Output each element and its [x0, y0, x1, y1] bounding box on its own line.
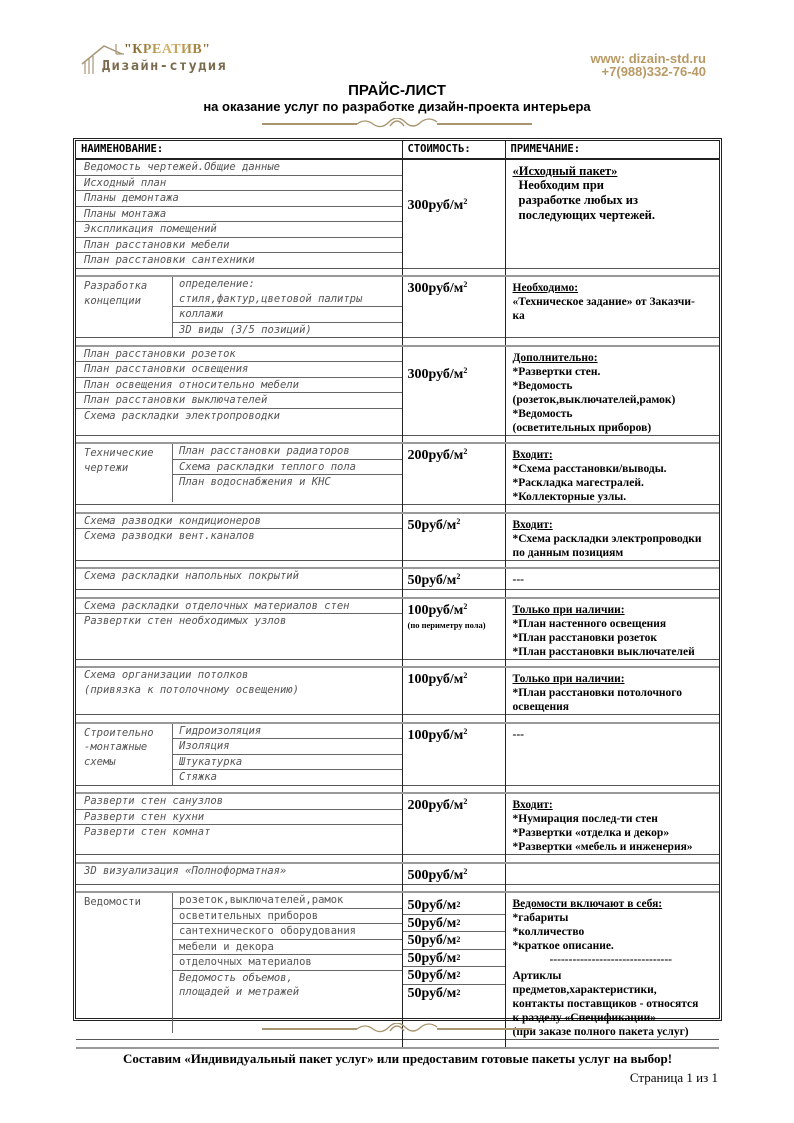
service-item: Разверти стен санузлов — [76, 794, 402, 810]
separator-cell — [505, 855, 719, 863]
service-item: Схема раскладки напольных покрытий — [84, 570, 299, 582]
service-item: отделочных материалов — [173, 955, 402, 971]
note-line: *Нумирация послед-ти стен — [512, 813, 658, 825]
separator-cell — [402, 505, 505, 513]
note-line: Необходим при — [518, 178, 604, 192]
price-value — [408, 798, 505, 814]
table-row — [76, 346, 719, 436]
table-row — [76, 667, 719, 715]
price-note: (по периметру пола) — [407, 619, 486, 630]
separator-cell — [402, 855, 505, 863]
company-logo — [80, 40, 280, 80]
separator-row — [76, 268, 719, 276]
note-line: последующих чертежей. — [518, 208, 655, 222]
table-row — [76, 568, 719, 590]
price-unit-sup: 2 — [463, 601, 468, 611]
service-item: стиля,фактур,цветовой палитры — [173, 292, 402, 308]
price-amount: 50 — [407, 915, 422, 931]
price-unit: руб/м — [421, 933, 457, 948]
separator-cell — [505, 560, 719, 568]
note-cell — [505, 667, 719, 715]
service-items — [173, 444, 402, 502]
separator-cell — [76, 715, 402, 723]
separator-row — [76, 659, 719, 667]
price-amount: 300 — [407, 281, 429, 296]
price-value — [403, 915, 505, 933]
service-name-cell — [76, 863, 402, 885]
header-price: СТОИМОСТЬ: — [402, 141, 505, 159]
note-cell — [505, 723, 719, 786]
service-item: осветительных приборов — [173, 909, 402, 925]
price-amount: 50 — [407, 933, 422, 948]
note-title: Входит: — [512, 799, 553, 811]
separator-cell — [76, 268, 402, 276]
price-unit: руб/м — [421, 950, 457, 966]
price-cell — [402, 568, 505, 590]
price-value — [403, 967, 505, 985]
service-item: Схема разводки вент.каналов — [84, 530, 255, 542]
price-value — [408, 868, 505, 884]
service-item: Исходный план — [76, 176, 402, 192]
service-name-cell — [76, 667, 402, 715]
price-unit: руб/м — [428, 198, 464, 213]
price-value — [408, 518, 505, 534]
price-unit-sup: 2 — [463, 797, 468, 806]
category-label — [76, 444, 173, 502]
note-line: (при заказе полного пакета услуг) — [512, 1026, 689, 1038]
price-value — [403, 932, 505, 950]
service-item: площадей и метражей — [179, 986, 300, 998]
service-name-cell — [76, 723, 402, 786]
price-amount: 50 — [407, 985, 422, 1001]
ornament-divider-bottom — [0, 1022, 794, 1040]
table-row — [76, 723, 719, 786]
service-item: Ведомость чертежей.Общие данные — [76, 160, 402, 176]
table-row — [76, 863, 719, 885]
table-row — [76, 513, 719, 561]
note-line: Артиклы — [512, 970, 562, 982]
separator-row — [76, 560, 719, 568]
price-amount: 200 — [407, 798, 429, 813]
logo-brand: "КРЕАТИВ" — [124, 42, 211, 57]
note-line: *План расстановки выключателей — [512, 645, 695, 658]
price-unit: руб/м — [421, 573, 457, 588]
separator-cell — [402, 338, 505, 346]
note-line: *План настенного освещения — [512, 617, 667, 630]
note-line: *Раскладка магестралей. — [512, 477, 644, 489]
separator-cell — [402, 659, 505, 667]
note-line: контакты поставщиков - относятся — [512, 998, 699, 1010]
price-unit-sup: 2 — [456, 970, 461, 979]
price-cell — [402, 723, 505, 786]
separator-cell — [505, 884, 719, 892]
note-cell — [505, 863, 719, 885]
price-unit: руб/м — [428, 672, 464, 687]
price-cell — [402, 667, 505, 715]
separator-row — [76, 338, 719, 346]
service-item: Гидроизоляция — [173, 724, 402, 740]
note-line: *Схема расстановки/выводы. — [512, 463, 667, 475]
price-amount: 500 — [407, 867, 429, 883]
service-item: розеток,выключателей,рамок — [173, 893, 402, 909]
service-item: 3D виды (3/5 позиций) — [179, 323, 312, 336]
category-label-line: схемы — [84, 755, 116, 768]
separator-cell — [505, 268, 719, 276]
note-text: --- — [512, 574, 524, 586]
note-cell — [505, 892, 719, 1040]
service-item: План водоснабжения и КНС — [179, 476, 331, 488]
service-item: 3D визуализация «Полноформатная» — [84, 864, 287, 877]
table-footer — [76, 1048, 719, 1067]
service-name-cell — [76, 793, 402, 855]
separator-cell — [76, 590, 402, 598]
separator-cell — [76, 435, 402, 443]
separator-cell — [505, 435, 719, 443]
separator-cell — [505, 785, 719, 793]
service-name-cell — [76, 159, 402, 268]
service-item: (привязка к потолочному освещению) — [84, 683, 299, 696]
header-name: НАИМЕНОВАНИЕ: — [76, 141, 402, 159]
service-item: Экспликация помещений — [76, 222, 402, 238]
separator-row — [76, 884, 719, 892]
price-unit-sup: 2 — [456, 952, 461, 962]
note-cell — [505, 159, 719, 268]
price-cell — [402, 276, 505, 338]
separator-cell — [402, 560, 505, 568]
separator-cell — [402, 785, 505, 793]
separator-cell — [76, 884, 402, 892]
note-line: (осветительных приборов) — [512, 421, 652, 434]
service-group — [76, 444, 402, 502]
note-line: к разделу «Спецификации» — [512, 1012, 657, 1024]
note-cell — [505, 276, 719, 338]
ornament-divider-top — [0, 117, 794, 135]
service-item: Схема раскладки отделочных материалов стен — [76, 599, 402, 615]
service-name-cell — [76, 443, 402, 505]
page-subtitle: на оказание услуг по разработке дизайн-проекта интерьера — [203, 99, 591, 114]
price-value — [408, 573, 505, 589]
table-row — [76, 598, 719, 660]
note-cell — [505, 346, 719, 436]
category-label-line: Ведомости — [84, 896, 141, 908]
price-value — [408, 672, 505, 688]
price-unit-sup: 2 — [463, 671, 468, 680]
note-line: *План расстановки потолочного — [512, 687, 682, 699]
note-line: *Развертки «мебель и инженерия» — [512, 841, 693, 853]
ornament-icon — [262, 118, 532, 130]
price-amount: 300 — [407, 366, 429, 382]
price-unit-sup: 2 — [463, 866, 468, 876]
price-unit-sup: 2 — [456, 572, 461, 581]
price-amount: 50 — [407, 950, 422, 966]
note-line: *Развертки «отделка и декор» — [512, 827, 670, 839]
price-unit: руб/м — [421, 898, 457, 913]
ornament-icon — [262, 1023, 532, 1035]
note-line: *Развертки стен. — [512, 365, 601, 378]
service-name-cell — [76, 568, 402, 590]
price-unit-sup: 2 — [463, 197, 468, 206]
price-cell — [402, 892, 505, 1040]
separator-row — [76, 435, 719, 443]
service-items — [173, 277, 402, 337]
price-unit-sup: 2 — [456, 516, 461, 526]
table-row — [76, 276, 719, 338]
price-unit: руб/м — [428, 602, 464, 618]
category-label — [76, 893, 173, 1033]
category-label-line: концепции — [84, 294, 141, 307]
price-amount: 50 — [407, 968, 422, 983]
service-item: План расстановки освещения — [76, 362, 402, 378]
price-value — [403, 897, 505, 915]
service-name-cell — [76, 346, 402, 436]
note-title: Дополнительно: — [512, 351, 598, 364]
note-line: *габариты — [512, 912, 569, 924]
price-amount: 300 — [407, 198, 429, 213]
service-name-cell — [76, 892, 402, 1040]
price-unit-sup: 2 — [456, 987, 461, 997]
price-value — [403, 985, 505, 1003]
price-cell — [402, 598, 505, 660]
price-unit: руб/м — [428, 727, 464, 743]
price-amount: 50 — [407, 573, 422, 588]
category-label-line: Строительно — [84, 726, 154, 739]
separator-cell — [505, 505, 719, 513]
service-items — [173, 893, 402, 1033]
note-line: *Ведомость — [512, 407, 573, 420]
service-item: Штукатурка — [173, 755, 402, 771]
separator-cell — [505, 338, 719, 346]
service-group — [76, 893, 402, 1033]
price-amount: 200 — [407, 448, 429, 463]
service-item: Схема раскладки электропроводки — [84, 409, 280, 422]
note-line: «Техническое задание» от Заказчи- — [512, 296, 695, 308]
category-label-line: чертежи — [84, 461, 129, 474]
separator-cell — [76, 785, 402, 793]
category-label — [76, 277, 173, 337]
service-item: Разверти стен комнат — [84, 826, 211, 838]
price-cell — [402, 513, 505, 561]
note-line: разработке любых из — [518, 193, 638, 207]
website-link[interactable]: www: dizain-std.ru — [590, 51, 706, 66]
service-item: мебели и декора — [173, 940, 402, 956]
price-unit: руб/м — [428, 366, 464, 382]
service-item: коллажи — [173, 307, 402, 323]
header-note: ПРИМЕЧАНИЕ: — [505, 141, 719, 159]
service-item: Схема разводки кондиционеров — [76, 514, 402, 530]
separator-cell — [505, 659, 719, 667]
price-unit: руб/м — [421, 915, 457, 931]
table-row — [76, 159, 719, 268]
category-label-line: Технические — [84, 447, 154, 459]
separator-row — [76, 1040, 719, 1048]
price-unit-sup: 2 — [456, 935, 461, 944]
service-item: План расстановки радиаторов — [173, 444, 402, 460]
service-item: План освещения относительно мебели — [76, 378, 402, 394]
separator-row — [76, 590, 719, 598]
note-line: по данным позициям — [512, 546, 624, 559]
service-name-cell — [76, 276, 402, 338]
note-cell — [505, 598, 719, 660]
price-cell — [402, 159, 505, 268]
separator-cell — [76, 560, 402, 568]
separator-cell — [505, 590, 719, 598]
price-unit-sup: 2 — [463, 447, 468, 456]
price-unit: руб/м — [421, 517, 457, 533]
price-cell — [402, 443, 505, 505]
separator-cell — [505, 715, 719, 723]
price-value — [408, 367, 505, 383]
price-unit: руб/м — [428, 798, 464, 813]
note-cell — [505, 793, 719, 855]
separator-row — [76, 785, 719, 793]
note-cell — [505, 568, 719, 590]
separator-cell — [402, 268, 505, 276]
separator-cell — [76, 505, 402, 513]
logo-subtitle: Дизайн-студия — [102, 58, 228, 74]
note-line: *Коллекторные узлы. — [512, 491, 627, 503]
service-item: Планы монтажа — [76, 207, 402, 223]
price-unit: руб/м — [421, 968, 457, 983]
note-cell — [505, 443, 719, 505]
separator-cell — [402, 590, 505, 598]
price-table — [76, 141, 719, 1067]
service-item: Изоляция — [173, 739, 402, 755]
service-item: Развертки стен необходимых узлов — [84, 615, 287, 627]
service-item: Схема организации потолков — [84, 669, 249, 681]
phone-number[interactable]: +7(988)332-76-40 — [601, 64, 706, 79]
table-row — [76, 892, 719, 1040]
table-row — [76, 443, 719, 505]
service-item: План расстановки выключателей — [76, 393, 402, 409]
service-item: Схема раскладки теплого пола — [173, 460, 402, 476]
table-row — [76, 793, 719, 855]
separator-cell — [505, 1040, 719, 1048]
note-title: Только при наличии: — [512, 603, 625, 616]
service-item: Планы демонтажа — [76, 191, 402, 207]
price-amount: 100 — [407, 602, 429, 618]
price-unit-sup: 2 — [463, 365, 468, 375]
service-item: План расстановки сантехники — [84, 254, 255, 266]
note-line: -------------------------------- — [549, 954, 673, 966]
price-unit-sup: 2 — [456, 917, 461, 927]
footer-text: Составим «Индивидуальный пакет услуг» или предоставим готовые пакеты услуг на выбор! — [76, 1048, 719, 1067]
service-item: План расстановки мебели — [76, 238, 402, 254]
note-line: (розеток,выключателей,рамок) — [512, 393, 676, 406]
note-text: --- — [512, 728, 524, 741]
separator-cell — [76, 338, 402, 346]
note-title: «Исходный пакет» — [512, 164, 618, 178]
note-title: Только при наличии: — [512, 673, 625, 685]
service-name-cell — [76, 513, 402, 561]
price-amount: 50 — [407, 898, 422, 913]
price-unit: руб/м — [421, 985, 457, 1001]
note-line: *краткое описание. — [512, 940, 614, 952]
separator-cell — [402, 1040, 505, 1048]
note-line: предметов,характеристики, — [512, 984, 657, 996]
price-amount: 50 — [407, 517, 422, 533]
price-amount: 100 — [407, 672, 429, 687]
price-cell — [402, 863, 505, 885]
price-cell — [402, 346, 505, 436]
separator-cell — [76, 1040, 402, 1048]
note-line: *План расстановки розеток — [512, 631, 657, 644]
price-amount: 100 — [407, 727, 429, 743]
price-value — [408, 281, 505, 297]
price-unit: руб/м — [428, 448, 464, 463]
note-line: *Ведомость — [512, 379, 573, 392]
separator-cell — [402, 884, 505, 892]
separator-cell — [402, 435, 505, 443]
service-item: сантехнического оборудования — [173, 924, 402, 940]
service-group — [76, 277, 402, 337]
price-unit-sup: 2 — [463, 726, 468, 736]
separator-row — [76, 715, 719, 723]
price-value — [403, 950, 505, 968]
price-value — [408, 198, 505, 214]
note-title: Входит: — [512, 518, 553, 531]
service-name-cell — [76, 598, 402, 660]
price-unit-sup: 2 — [456, 900, 461, 909]
contacts — [590, 52, 706, 78]
price-unit-sup: 2 — [463, 280, 468, 289]
table-header — [76, 141, 719, 159]
separator-row — [76, 855, 719, 863]
price-value — [408, 603, 505, 619]
note-line: освещения — [512, 701, 569, 713]
note-title: Ведомости включают в себя: — [512, 898, 663, 910]
price-unit: руб/м — [428, 867, 464, 883]
price-cell — [402, 793, 505, 855]
separator-row — [76, 505, 719, 513]
price-unit: руб/м — [428, 281, 464, 296]
separator-cell — [76, 855, 402, 863]
service-item: Ведомость объемов, — [179, 971, 293, 984]
note-cell — [505, 513, 719, 561]
page-number: Страница 1 из 1 — [629, 1070, 718, 1085]
category-label-line: Разработка — [84, 280, 148, 292]
category-label-line: -монтажные — [84, 741, 148, 753]
separator-cell — [402, 715, 505, 723]
note-title: Необходимо: — [512, 282, 579, 294]
page-title: ПРАЙС-ЛИСТ — [348, 82, 446, 99]
price-value — [408, 448, 505, 464]
service-item: План расстановки розеток — [76, 347, 402, 363]
service-item: Стяжка — [179, 771, 217, 783]
category-label — [76, 724, 173, 785]
service-items — [173, 724, 402, 785]
separator-cell — [76, 659, 402, 667]
note-line: *колличество — [512, 926, 585, 938]
price-value — [408, 728, 505, 744]
service-item: Разверти стен кухни — [76, 810, 402, 826]
note-title: Входит: — [512, 449, 553, 461]
note-line: ка — [512, 310, 525, 322]
service-group — [76, 724, 402, 785]
note-line: *Схема раскладки электропроводки — [512, 532, 702, 545]
service-item: определение: — [179, 278, 255, 290]
